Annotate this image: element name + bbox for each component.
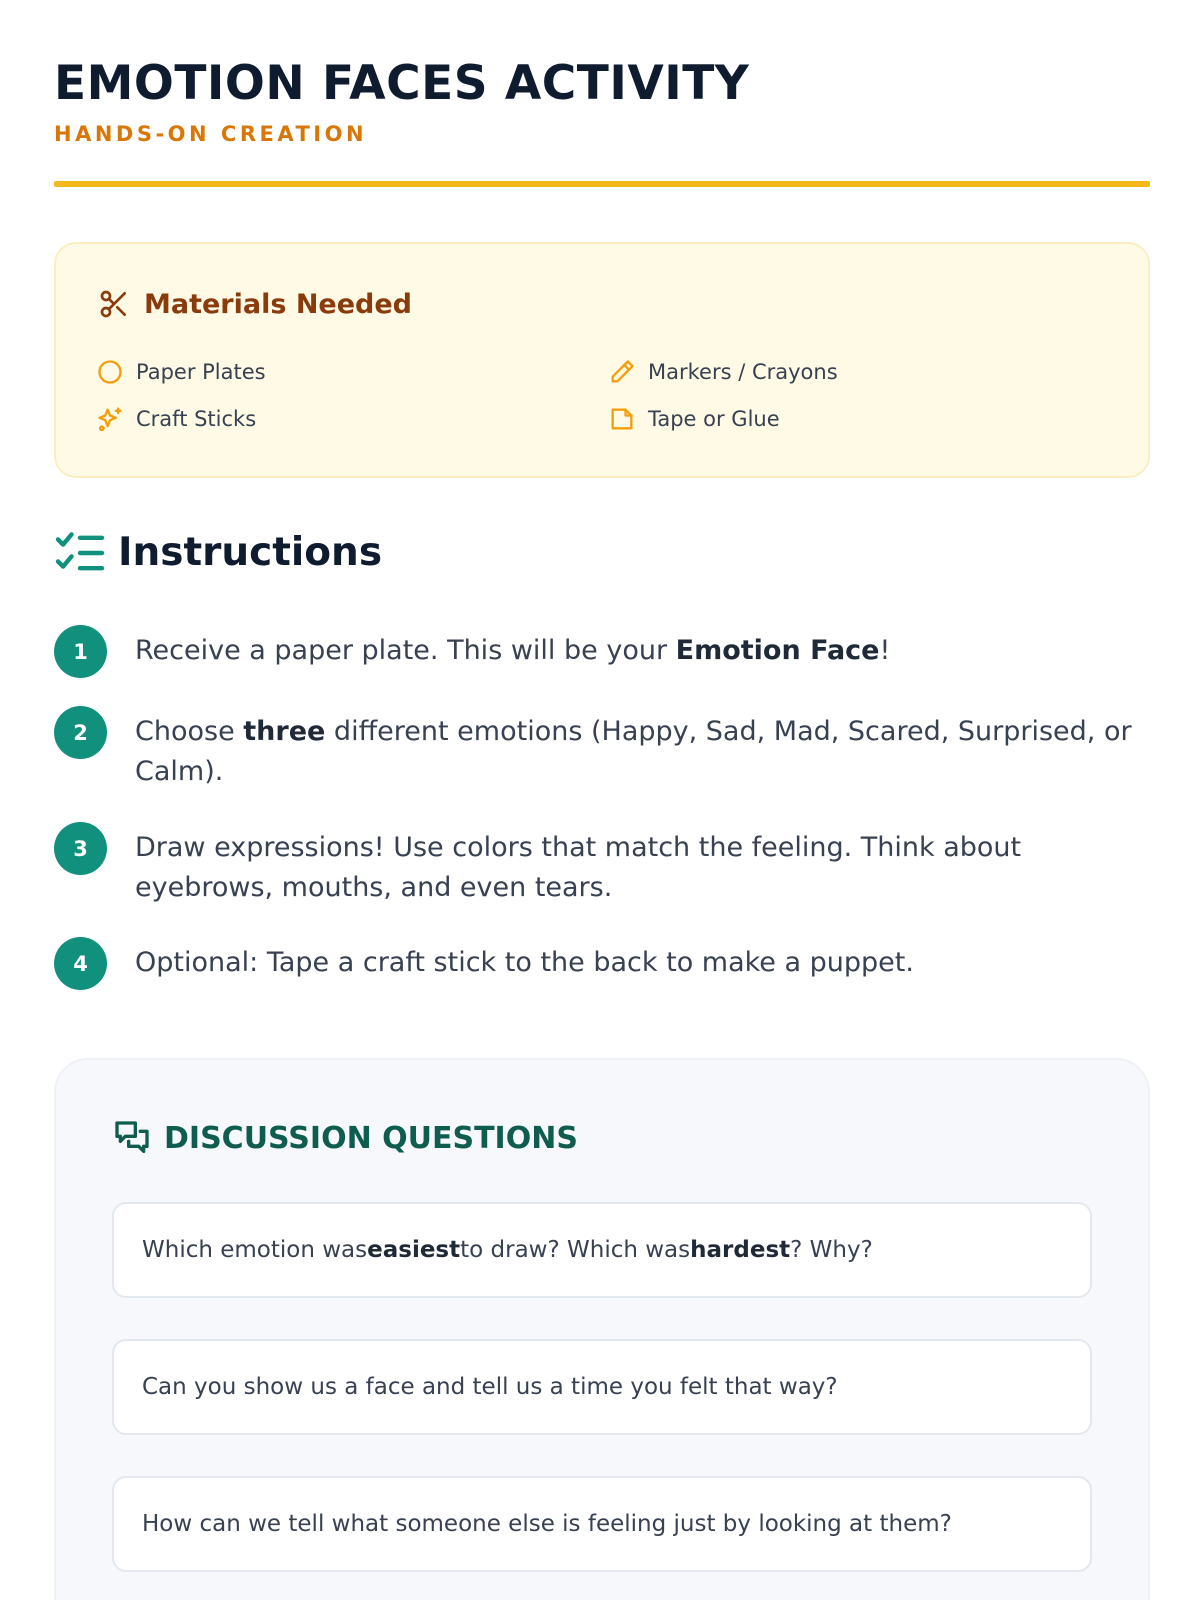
material-label: Markers / Crayons — [648, 360, 838, 384]
chat-bubbles-icon — [112, 1118, 152, 1158]
page-subtitle: HANDS-ON CREATION — [54, 122, 368, 146]
material-item — [96, 358, 266, 386]
material-item — [608, 358, 838, 386]
discussion-question: Which emotion was easiest to draw? Which was hardest ? Why? — [112, 1202, 1092, 1298]
discussion-card — [54, 1058, 1150, 1600]
step-number-badge: 3 — [54, 822, 107, 875]
step-text: Draw expressions! Use colors that match the feeling. Think about eyebrows, mouths, and even tears. — [135, 832, 1022, 903]
step-text: Choose three different emotions (Happy, Sad, Mad, Scared, Surprised, or Calm). — [135, 716, 1132, 787]
discussion-title: DISCUSSION QUESTIONS — [164, 1120, 578, 1156]
page-header — [54, 54, 1150, 148]
discussion-header — [112, 1118, 578, 1158]
instructions-header — [54, 530, 382, 575]
instruction-step — [54, 706, 1150, 792]
sticky-note-icon — [608, 405, 636, 433]
step-text: Receive a paper plate. This will be your Emotion Face! — [135, 635, 891, 666]
discussion-question: How can we tell what someone else is feeling just by looking at them? — [112, 1476, 1092, 1572]
page-title: EMOTION FACES ACTIVITY — [54, 56, 750, 111]
step-number-badge: 1 — [54, 625, 107, 678]
instruction-step — [54, 937, 1150, 990]
step-number-badge: 2 — [54, 706, 107, 759]
material-label: Tape or Glue — [648, 407, 780, 431]
instruction-step — [54, 625, 1150, 678]
material-item — [96, 405, 256, 433]
circle-icon — [96, 358, 124, 386]
header-divider — [54, 181, 1150, 187]
materials-title: Materials Needed — [144, 288, 413, 320]
instructions-title: Instructions — [118, 530, 383, 575]
sparkles-icon — [96, 405, 124, 433]
material-label: Craft Sticks — [136, 407, 257, 431]
materials-header — [98, 288, 412, 320]
checklist-icon — [54, 531, 106, 575]
material-label: Paper Plates — [136, 360, 266, 384]
scissors-icon — [98, 288, 130, 320]
material-item — [608, 405, 780, 433]
step-text: Optional: Tape a craft stick to the back to make a puppet. — [135, 947, 914, 978]
materials-card — [54, 242, 1150, 478]
discussion-question: Can you show us a face and tell us a time you felt that way? — [112, 1339, 1092, 1435]
step-number-badge: 4 — [54, 937, 107, 990]
pencil-icon — [608, 358, 636, 386]
instruction-step — [54, 822, 1150, 908]
